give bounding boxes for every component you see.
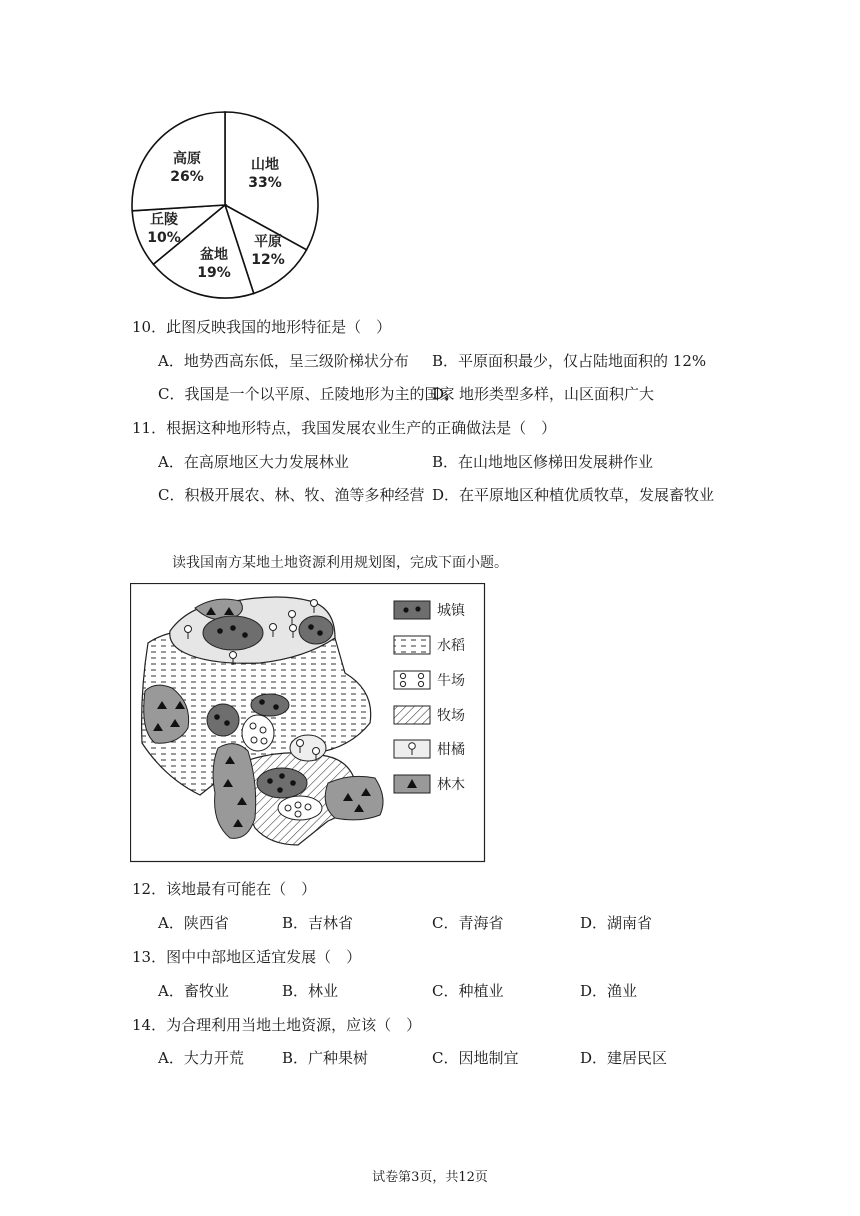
question-11-option-a: A．在高原地区大力发展林业 xyxy=(158,453,349,471)
question-13-stem: 13．图中中部地区适宜发展（ ） xyxy=(132,948,362,966)
legend-forest-swatch xyxy=(394,775,430,793)
legend-citrus-swatch xyxy=(394,740,430,758)
legend-town-swatch xyxy=(394,601,430,619)
question-13-option-d: D．渔业 xyxy=(580,982,638,1000)
question-13-option-b: B．林业 xyxy=(282,982,339,1000)
question-12-option-a: A．陕西省 xyxy=(158,914,229,932)
map-intro: 读我国南方某地土地资源利用规划图，完成下面小题。 xyxy=(172,555,508,571)
question-13-option-c: C．种植业 xyxy=(432,982,504,1000)
question-14-option-c: C．因地制宜 xyxy=(432,1049,519,1067)
terrain-pie-chart xyxy=(125,105,330,305)
question-12-option-b: B．吉林省 xyxy=(282,914,354,932)
legend-label-pasture: 牧场 xyxy=(437,708,465,724)
slice-name-basin: 盆地 xyxy=(200,247,228,263)
slice-value-basin: 19% xyxy=(197,265,231,281)
slice-name-plain: 平原 xyxy=(254,234,282,250)
question-13-option-a: A．畜牧业 xyxy=(158,982,229,1000)
question-14-option-a: A．大力开荒 xyxy=(158,1049,244,1067)
question-14-option-d: D．建居民区 xyxy=(580,1049,668,1067)
slice-value-plain: 12% xyxy=(251,252,285,268)
legend-label-forest: 林木 xyxy=(437,777,465,793)
question-10-option-c: C．我国是一个以平原、丘陵地形为主的国家 xyxy=(158,385,455,403)
slice-value-hills: 10% xyxy=(147,230,181,246)
question-12-stem: 12．该地最有可能在（ ） xyxy=(132,880,317,898)
question-11-option-c: C．积极开展农、林、牧、渔等多种经营 xyxy=(158,486,425,504)
question-14-option-b: B．广种果树 xyxy=(282,1049,369,1067)
question-10-option-a: A．地势西高东低，呈三级阶梯状分布 xyxy=(158,352,409,370)
question-11-option-b: B．在山地地区修梯田发展耕作业 xyxy=(432,453,654,471)
legend-label-rice: 水稻 xyxy=(437,638,465,654)
question-11-option-d: D．在平原地区种植优质牧草，发展畜牧业 xyxy=(432,486,715,504)
slice-name-plateau: 高原 xyxy=(173,151,201,167)
question-12-option-c: C．青海省 xyxy=(432,914,504,932)
slice-name-hills: 丘陵 xyxy=(150,212,178,228)
legend-label-town: 城镇 xyxy=(437,603,465,619)
slice-value-plateau: 26% xyxy=(170,169,204,185)
question-10-option-d: D．地形类型多样，山区面积广大 xyxy=(432,385,655,403)
question-10-stem: 10．此图反映我国的地形特征是（ ） xyxy=(132,318,392,336)
question-11-stem: 11．根据这种地形特点，我国发展农业生产的正确做法是（ ） xyxy=(132,419,557,437)
legend-label-citrus: 柑橘 xyxy=(437,742,465,758)
slice-value-mountain: 33% xyxy=(248,175,282,191)
slice-name-mountain: 山地 xyxy=(251,157,279,173)
legend-rice-swatch xyxy=(394,636,430,654)
question-10-option-b: B．平原面积最少，仅占陆地面积的 12% xyxy=(432,352,707,370)
legend-label-cattle-farm: 牛场 xyxy=(437,673,465,689)
question-14-stem: 14．为合理利用当地土地资源，应该（ ） xyxy=(132,1016,422,1034)
page-footer: 试卷第3页，共12页 xyxy=(372,1170,488,1185)
legend-cattle-farm-swatch xyxy=(394,671,430,689)
land-use-map xyxy=(130,583,486,863)
question-12-option-d: D．湖南省 xyxy=(580,914,653,932)
legend-pasture-swatch xyxy=(394,706,430,724)
